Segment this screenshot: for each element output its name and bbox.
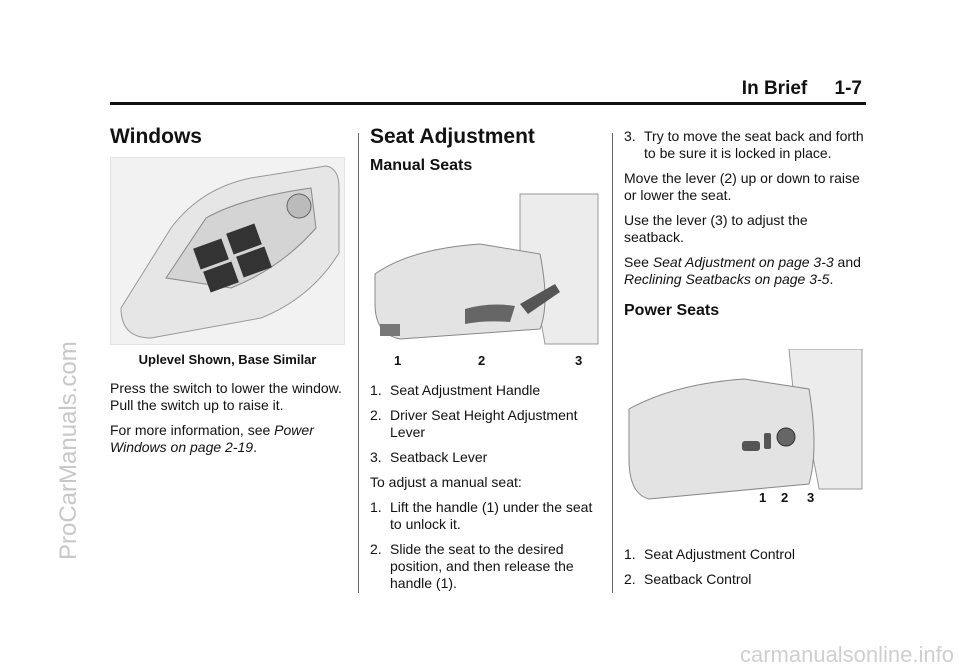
footer-watermark: carmanualsonline.info xyxy=(739,642,954,667)
windows-heading: Windows xyxy=(110,125,202,148)
manual-seats-heading: Manual Seats xyxy=(370,157,473,174)
window-switch-image xyxy=(110,157,345,345)
manual-seat-illustration xyxy=(370,184,605,359)
adjust-steps-list-cont xyxy=(624,128,864,162)
manual-seat-figure xyxy=(370,184,605,374)
callout-3: 3 xyxy=(575,353,583,368)
list-item: 2. Seatback Control xyxy=(624,571,752,587)
callout-2: 2 xyxy=(478,353,486,368)
window-switch-illustration xyxy=(111,158,344,344)
callout-1: 1 xyxy=(759,490,767,505)
power-seat-illustration xyxy=(624,349,864,509)
windows-see: For more information, see Power Windows on page 2-19. xyxy=(110,422,314,455)
column-divider xyxy=(358,133,359,593)
side-watermark: ProCarManuals.com xyxy=(55,341,82,560)
list-item: 1. Seat Adjustment Control xyxy=(624,546,795,562)
windows-para: Press the switch to lower the window. Pull the switch up to raise it. xyxy=(110,380,342,413)
lever2-para: Move the lever (2) up or down to raise or lower the seat. xyxy=(624,170,860,203)
section-title: In Brief xyxy=(741,78,808,99)
list-item: 2. Driver Seat Height Adjustment Lever xyxy=(370,407,578,440)
cross-reference-link: Power Windows on page 2-19 xyxy=(110,422,314,455)
list-item: 1. Lift the handle (1) under the seat to unlock it. xyxy=(370,499,593,532)
list-item: 2. Slide the seat to the desired position, and then release the handle (1). xyxy=(370,541,574,591)
cross-reference-link: Reclining Seatbacks on page 3-5 xyxy=(624,271,830,287)
lever3-para: Use the lever (3) to adjust the seatback. xyxy=(624,212,808,245)
column-seat-cont xyxy=(624,128,864,596)
list-item: 3. Seatback Lever xyxy=(370,449,488,465)
adjust-steps-list xyxy=(370,499,605,592)
list-item: 3. Try to move the seat back and forth to be sure it is locked in place. xyxy=(624,128,864,161)
seat-heading: Seat Adjustment xyxy=(370,125,535,148)
power-seat-parts-list xyxy=(624,546,864,588)
power-seat-figure xyxy=(624,349,864,534)
header-rule xyxy=(110,102,866,105)
manual-seat-parts-list xyxy=(370,382,605,466)
column-seat xyxy=(370,125,605,600)
callout-1: 1 xyxy=(394,353,402,368)
list-item: 1. Seat Adjustment Handle xyxy=(370,382,541,398)
callout-2: 2 xyxy=(781,490,789,505)
adjust-intro: To adjust a manual seat: xyxy=(370,474,522,490)
page-header xyxy=(742,78,862,100)
callout-3: 3 xyxy=(807,490,815,505)
page-number: 1-7 xyxy=(834,78,862,99)
column-windows xyxy=(110,125,345,464)
cross-reference-link: Seat Adjustment on page 3-3 xyxy=(652,254,834,270)
see-also: See Seat Adjustment on page 3-3 and Reclining Seatbacks on page 3-5. xyxy=(624,254,861,287)
column-divider xyxy=(612,133,613,593)
power-seats-heading: Power Seats xyxy=(624,302,720,319)
image-caption: Uplevel Shown, Base Similar xyxy=(138,352,317,367)
